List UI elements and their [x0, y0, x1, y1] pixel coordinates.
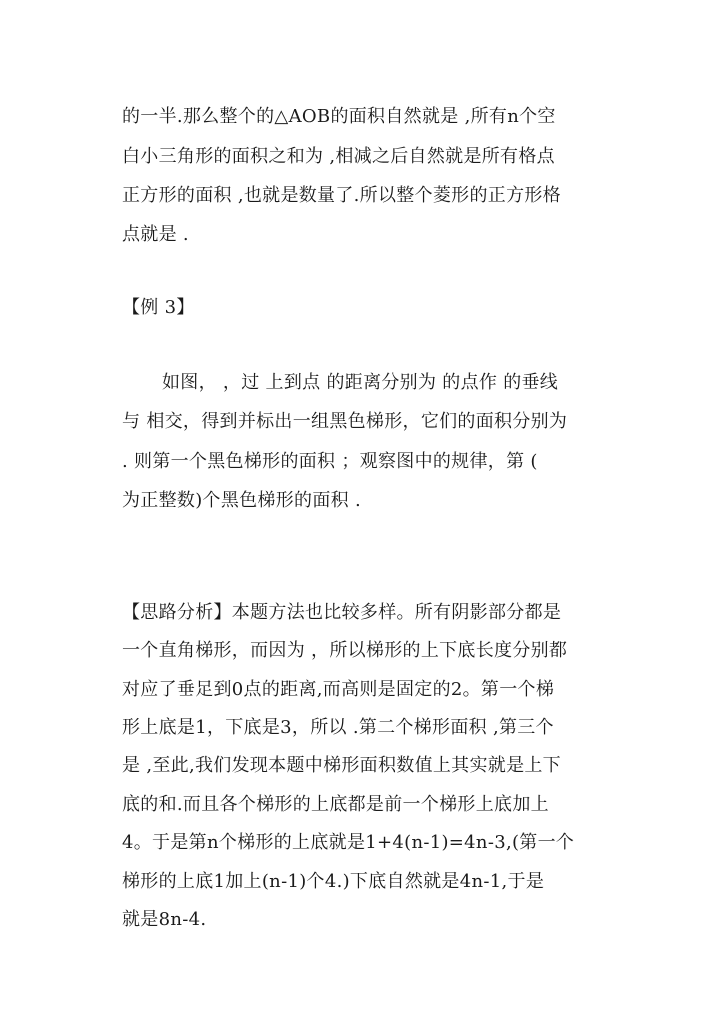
analysis-line: 底的和.而且各个梯形的上底都是前一个梯形上底加上	[122, 794, 549, 815]
example-line: 为正整数)个黑色梯形的面积 .	[122, 490, 361, 511]
analysis-line: 【思路分析】本题方法也比较多样。所有阴影部分都是	[122, 602, 562, 623]
paragraph-line: 的一半.那么整个的△AOB的面积自然就是 ,所有n个空	[122, 106, 556, 127]
analysis-line: 梯形的上底1加上(n-1)个4.)下底自然就是4n-1,于是	[122, 871, 545, 892]
example-line: 与 相交，得到并标出一组黑色梯形，它们的面积分别为	[122, 411, 568, 432]
analysis-line: 4。于是第n个梯形的上底就是1+4(n-1)=4n-3,(第一个	[122, 832, 575, 853]
paragraph-line: 白小三角形的面积之和为 ,相减之后自然就是所有格点	[122, 146, 555, 167]
analysis-line: 对应了垂足到0点的距离,而高则是固定的2。第一个梯	[122, 679, 555, 700]
example-line: 如图， ，过 上到点 的距离分别为 的点作 的垂线	[162, 372, 559, 393]
analysis-line: 一个直角梯形，而因为 ，所以梯形的上下底长度分别都	[122, 640, 568, 661]
paragraph-line: 正方形的面积 ,也就是数量了.所以整个菱形的正方形格	[122, 185, 561, 206]
analysis-line: 是 ,至此,我们发现本题中梯形面积数值上其实就是上下	[122, 755, 561, 776]
example-line: . 则第一个黑色梯形的面积 ；观察图中的规律，第 (	[122, 451, 538, 472]
analysis-line: 形上底是1，下底是3，所以 .第二个梯形面积 ,第三个	[122, 717, 554, 738]
paragraph-line: 点就是 .	[122, 224, 189, 245]
analysis-line: 就是8n-4.	[122, 909, 207, 930]
example-heading: 【例 3】	[122, 297, 195, 318]
